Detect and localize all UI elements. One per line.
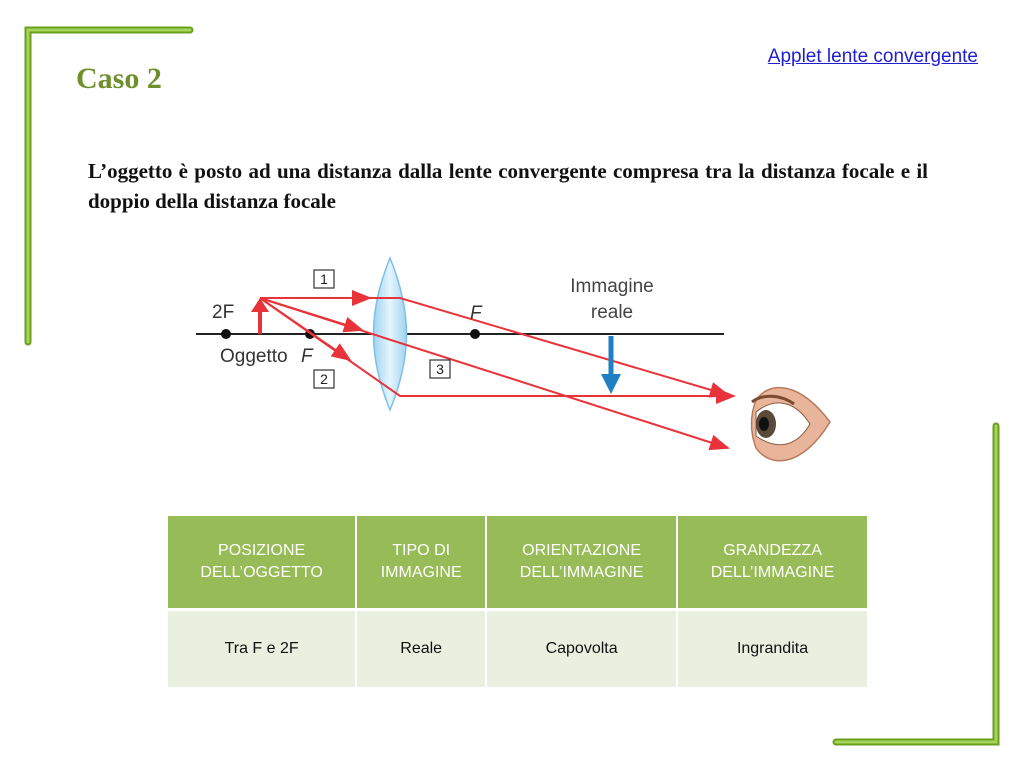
header-orientazione: ORIENTAZIONE DELL’IMMAGINE <box>486 515 677 610</box>
table-header-row <box>167 515 868 610</box>
cell-orientazione: Capovolta <box>486 610 677 689</box>
table-row <box>167 610 868 689</box>
lens-ray-diagram <box>190 252 840 482</box>
label-f-left: F <box>301 346 313 367</box>
svg-text:3: 3 <box>436 361 444 377</box>
svg-text:2: 2 <box>320 371 328 387</box>
focal-point-f-right <box>470 329 480 339</box>
applet-link[interactable]: Applet lente convergente <box>767 46 978 67</box>
image-properties-table <box>166 513 869 690</box>
ray-label-3 <box>430 360 450 378</box>
label-2f: 2F <box>212 302 235 323</box>
label-image-line2: reale <box>590 302 634 323</box>
cell-grandezza: Ingrandita <box>677 610 868 689</box>
slide-title: Caso 2 <box>76 62 162 95</box>
svg-text:1: 1 <box>320 271 328 287</box>
header-tipo: TIPO DI IMMAGINE <box>356 515 486 610</box>
label-f-right: F <box>470 303 482 324</box>
header-grandezza: GRANDEZZA DELL’IMMAGINE <box>677 515 868 610</box>
convergent-lens <box>374 258 407 410</box>
focal-point-2f <box>221 329 231 339</box>
eye-icon <box>752 388 831 461</box>
label-image-line1: Immagine <box>570 276 654 297</box>
cell-posizione: Tra F e 2F <box>167 610 356 689</box>
ray-label-2 <box>314 370 334 388</box>
header-posizione: POSIZIONE DELL’OGGETTO <box>167 515 356 610</box>
cell-tipo: Reale <box>356 610 486 689</box>
case-description: L’oggetto è posto ad una distanza dalla lente convergente compresa tra la distanza focale e il doppio della distanza focale <box>88 159 928 213</box>
label-object: Oggetto <box>220 346 288 367</box>
ray-label-1 <box>314 270 334 288</box>
